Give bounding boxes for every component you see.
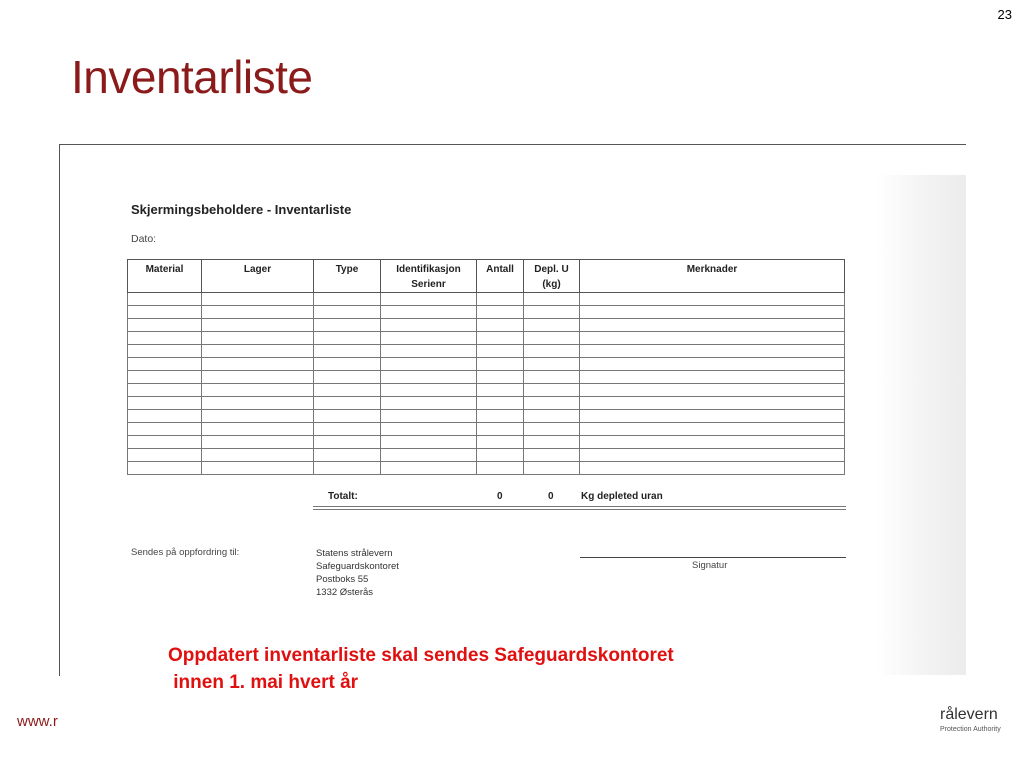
table-cell — [580, 423, 845, 436]
table-cell — [128, 436, 202, 449]
table-cell — [524, 423, 580, 436]
table-cell — [314, 410, 381, 423]
table-cell — [314, 332, 381, 345]
table-cell — [381, 319, 477, 332]
table-cell — [314, 436, 381, 449]
table-cell — [381, 293, 477, 306]
table-cell — [202, 397, 314, 410]
col-antall: Antall — [477, 260, 524, 293]
table-row — [128, 371, 845, 384]
note-line: innen 1. mai hvert år — [168, 672, 359, 693]
table-cell — [524, 462, 580, 475]
table-cell — [477, 462, 524, 475]
totals-rule — [313, 506, 846, 507]
inventory-table — [127, 259, 845, 475]
table-row — [128, 423, 845, 436]
table-cell — [580, 397, 845, 410]
totals-label: Totalt: — [328, 491, 358, 502]
form-heading: Skjermingsbeholdere - Inventarliste — [131, 202, 352, 217]
footer-url[interactable]: www.r — [17, 713, 58, 730]
slide-title: Inventarliste — [71, 51, 313, 103]
table-cell — [314, 462, 381, 475]
note-line: Oppdatert inventarliste skal sendes Safeguardskontoret — [168, 645, 674, 666]
table-cell — [202, 332, 314, 345]
table-cell — [477, 449, 524, 462]
table-cell — [128, 358, 202, 371]
table-cell — [381, 384, 477, 397]
table-cell — [202, 449, 314, 462]
table-row — [128, 410, 845, 423]
table-cell — [580, 449, 845, 462]
table-cell — [202, 345, 314, 358]
table-cell — [524, 332, 580, 345]
table-cell — [128, 293, 202, 306]
table-cell — [202, 358, 314, 371]
table-cell — [314, 345, 381, 358]
table-cell — [128, 410, 202, 423]
table-row — [128, 319, 845, 332]
table-cell — [381, 462, 477, 475]
table-cell — [477, 436, 524, 449]
table-cell — [202, 293, 314, 306]
table-body — [128, 293, 845, 475]
table-cell — [381, 332, 477, 345]
col-identifikasjon: Identifikasjon Serienr — [381, 260, 477, 293]
table-cell — [477, 345, 524, 358]
address-block — [316, 547, 399, 599]
col-type: Type — [314, 260, 381, 293]
table-cell — [524, 410, 580, 423]
table-cell — [128, 332, 202, 345]
table-cell — [477, 371, 524, 384]
totals-antall: 0 — [497, 491, 503, 502]
col-material: Material — [128, 260, 202, 293]
table-row — [128, 384, 845, 397]
table-cell — [128, 397, 202, 410]
table-cell — [314, 293, 381, 306]
send-label: Sendes på oppfordring til: — [131, 547, 240, 558]
table-row — [128, 358, 845, 371]
address-line: Safeguardskontoret — [316, 561, 399, 572]
table-cell — [381, 371, 477, 384]
table-cell — [580, 371, 845, 384]
table-cell — [202, 319, 314, 332]
table-cell — [524, 449, 580, 462]
table-cell — [524, 306, 580, 319]
table-cell — [381, 345, 477, 358]
table-cell — [477, 358, 524, 371]
table-cell — [381, 449, 477, 462]
table-cell — [314, 423, 381, 436]
table-cell — [128, 306, 202, 319]
table-cell — [381, 436, 477, 449]
signature-label: Signatur — [692, 560, 728, 571]
table-cell — [580, 332, 845, 345]
table-cell — [580, 293, 845, 306]
table-cell — [314, 358, 381, 371]
scanned-form — [59, 144, 966, 676]
signature-line — [580, 557, 846, 558]
table-cell — [477, 319, 524, 332]
footer-logo — [940, 706, 1001, 733]
address-line: 1332 Østerås — [316, 587, 374, 598]
table-header-row — [128, 260, 845, 293]
table-cell — [580, 358, 845, 371]
table-cell — [524, 345, 580, 358]
table-row — [128, 436, 845, 449]
table-row — [128, 293, 845, 306]
table-cell — [381, 397, 477, 410]
table-cell — [128, 345, 202, 358]
table-cell — [202, 371, 314, 384]
table-cell — [202, 384, 314, 397]
table-cell — [314, 371, 381, 384]
table-cell — [202, 306, 314, 319]
table-row — [128, 449, 845, 462]
table-cell — [128, 462, 202, 475]
scan-shadow — [876, 175, 966, 675]
table-cell — [314, 397, 381, 410]
table-cell — [202, 462, 314, 475]
col-merknader: Merknader — [580, 260, 845, 293]
table-row — [128, 332, 845, 345]
logo-subtext: Protection Authority — [940, 726, 1001, 733]
table-cell — [202, 436, 314, 449]
table-row — [128, 306, 845, 319]
table-cell — [477, 397, 524, 410]
table-row — [128, 397, 845, 410]
logo-text: rålevern — [940, 706, 998, 723]
table-cell — [580, 319, 845, 332]
table-cell — [524, 436, 580, 449]
date-label: Dato: — [131, 233, 157, 245]
table-cell — [580, 436, 845, 449]
table-cell — [381, 423, 477, 436]
table-cell — [202, 410, 314, 423]
table-cell — [314, 384, 381, 397]
table-cell — [524, 397, 580, 410]
table-cell — [128, 319, 202, 332]
table-cell — [128, 371, 202, 384]
table-cell — [524, 384, 580, 397]
table-cell — [477, 293, 524, 306]
table-cell — [202, 423, 314, 436]
update-note — [168, 642, 674, 696]
table-cell — [524, 371, 580, 384]
col-deplu: Depl. U (kg) — [524, 260, 580, 293]
table-row — [128, 345, 845, 358]
address-line: Statens strålevern — [316, 548, 393, 559]
table-cell — [128, 423, 202, 436]
table-cell — [524, 358, 580, 371]
address-line: Postboks 55 — [316, 574, 369, 585]
totals-row — [313, 491, 846, 507]
table-cell — [477, 384, 524, 397]
table-cell — [477, 410, 524, 423]
table-cell — [381, 306, 477, 319]
table-cell — [477, 423, 524, 436]
table-cell — [128, 384, 202, 397]
table-cell — [580, 345, 845, 358]
page-number: 23 — [997, 7, 1012, 22]
table-cell — [314, 319, 381, 332]
table-cell — [381, 358, 477, 371]
table-cell — [381, 410, 477, 423]
table-cell — [314, 449, 381, 462]
table-cell — [477, 332, 524, 345]
table-cell — [524, 293, 580, 306]
table-cell — [580, 306, 845, 319]
table-cell — [477, 306, 524, 319]
table-cell — [128, 449, 202, 462]
col-lager: Lager — [202, 260, 314, 293]
totals-rule — [313, 509, 846, 510]
table-cell — [580, 410, 845, 423]
table-cell — [580, 462, 845, 475]
totals-deplu: 0 — [548, 491, 554, 502]
table-cell — [524, 319, 580, 332]
table-cell — [314, 306, 381, 319]
table-row — [128, 462, 845, 475]
totals-unit: Kg depleted uran — [581, 491, 663, 502]
table-cell — [580, 384, 845, 397]
